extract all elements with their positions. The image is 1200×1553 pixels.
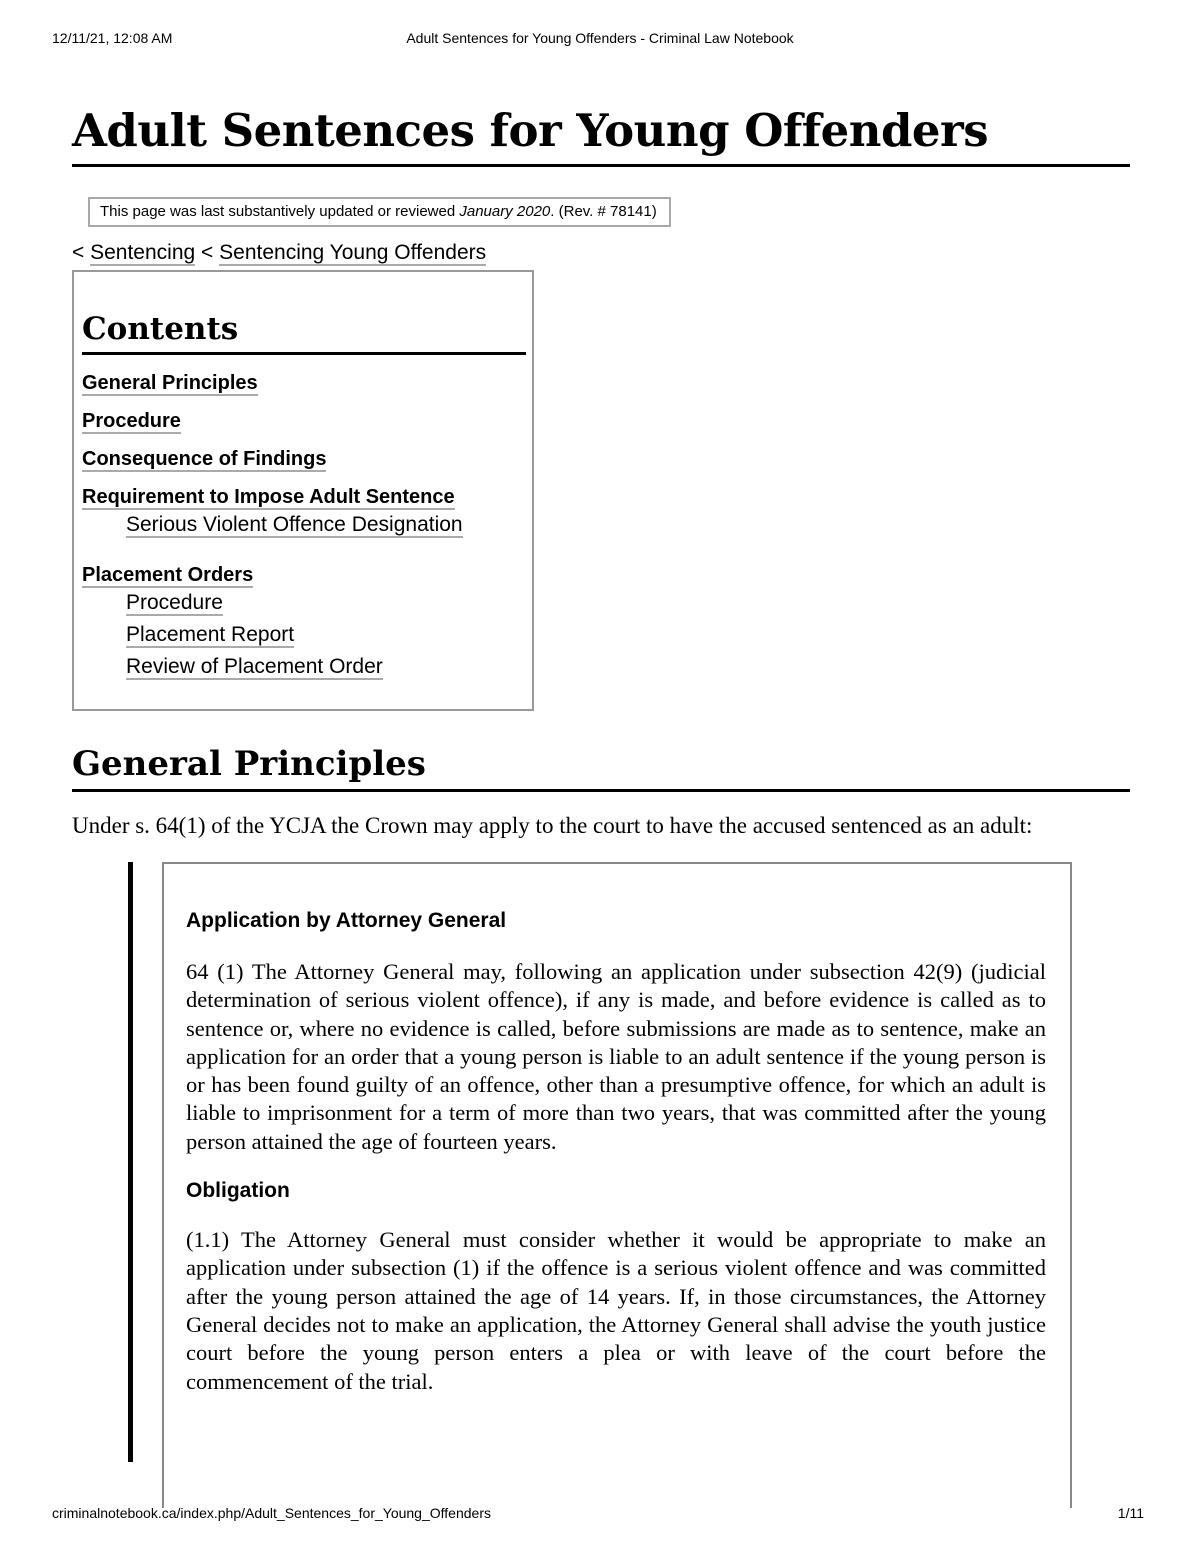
- print-footer: [52, 1505, 1148, 1525]
- breadcrumb-separator: <: [195, 241, 220, 264]
- toc-item: [82, 447, 526, 471]
- toc-link-placement-report[interactable]: Placement Report: [126, 623, 295, 646]
- toc-link-general-principles[interactable]: General Principles: [82, 372, 258, 394]
- toc-subitem: [82, 513, 526, 537]
- print-header: [52, 30, 1148, 50]
- toc-link-placement-procedure[interactable]: Procedure: [126, 591, 223, 614]
- toc-item: [82, 371, 526, 395]
- toc-item: [82, 563, 526, 587]
- toc-link-placement-orders[interactable]: Placement Orders: [82, 564, 254, 586]
- statute-paragraph: 64 (1) The Attorney General may, following an application under subsection 42(9) (judicial determination of serious violent offence), if any is made, and before evidence is called as to sentence or, where no evidence is called, before submissions are made as to sentence, make an application for an order that a young person is liable to an adult sentence if the young person is or has been found guilty of an offence, other than a presumptive offence, for which an adult is liable to imprisonment for a term of more than two years, that was committed after the young person attained the age of fourteen years.: [186, 959, 1046, 1154]
- statute-quote-box: [162, 862, 1072, 1508]
- toc-subitem: [82, 623, 526, 647]
- statute-subheading: Obligation: [186, 1179, 290, 1203]
- toc-link-requirement-adult-sentence[interactable]: Requirement to Impose Adult Sentence: [82, 486, 455, 508]
- table-of-contents: [72, 270, 534, 711]
- statute-subheading: Application by Attorney General: [186, 909, 507, 932]
- breadcrumb: [72, 240, 1130, 266]
- toc-link-review-placement-order[interactable]: Review of Placement Order: [126, 655, 383, 678]
- breadcrumb-link-sentencing-young-offenders[interactable]: Sentencing Young Offenders: [219, 241, 487, 264]
- last-updated-suffix: . (Rev. # 78141): [550, 203, 657, 220]
- statute-quote: [128, 862, 1130, 1508]
- toc-item: [82, 485, 526, 509]
- last-updated-notice: [88, 197, 671, 227]
- toc-item: [82, 409, 526, 433]
- quote-bar: [128, 862, 133, 1462]
- toc-subitem: [82, 655, 526, 679]
- toc-link-serious-violent-offence[interactable]: Serious Violent Offence Designation: [126, 513, 463, 536]
- breadcrumb-separator: <: [72, 241, 91, 264]
- last-updated-date: January 2020: [459, 203, 551, 220]
- toc-subitem: [82, 591, 526, 615]
- print-document-title: Adult Sentences for Young Offenders - Criminal Law Notebook: [406, 30, 794, 46]
- print-url: criminalnotebook.ca/index.php/Adult_Sentences_for_Young_Offenders: [52, 1505, 491, 1521]
- print-page-number: 1/11: [1117, 1505, 1144, 1521]
- page-content: [72, 100, 1130, 1508]
- toc-heading: Contents: [82, 306, 526, 355]
- toc-list: [82, 371, 526, 679]
- breadcrumb-link-sentencing[interactable]: Sentencing: [90, 241, 196, 264]
- last-updated-prefix: This page was last substantively updated or reviewed: [100, 203, 460, 220]
- section-intro-paragraph: Under s. 64(1) of the YCJA the Crown may apply to the court to have the accused sentenced as an adult:: [72, 813, 1033, 838]
- section-heading-general-principles: General Principles: [72, 741, 1130, 792]
- page-title: Adult Sentences for Young Offenders: [72, 100, 1130, 167]
- toc-link-consequence-of-findings[interactable]: Consequence of Findings: [82, 448, 327, 470]
- statute-paragraph: (1.1) The Attorney General must consider whether it would be appropriate to make an application under subsection (1) if the offence is a serious violent offence and was committed after the young person attained the age of 14 years. If, in those circumstances, the Attorney General decides not to make an application, the Attorney General shall advise the youth justice court before the young person enters a plea or with leave of the court before the commencement of the trial.: [186, 1227, 1046, 1394]
- toc-link-procedure[interactable]: Procedure: [82, 410, 181, 432]
- print-date: 12/11/21, 12:08 AM: [52, 30, 173, 46]
